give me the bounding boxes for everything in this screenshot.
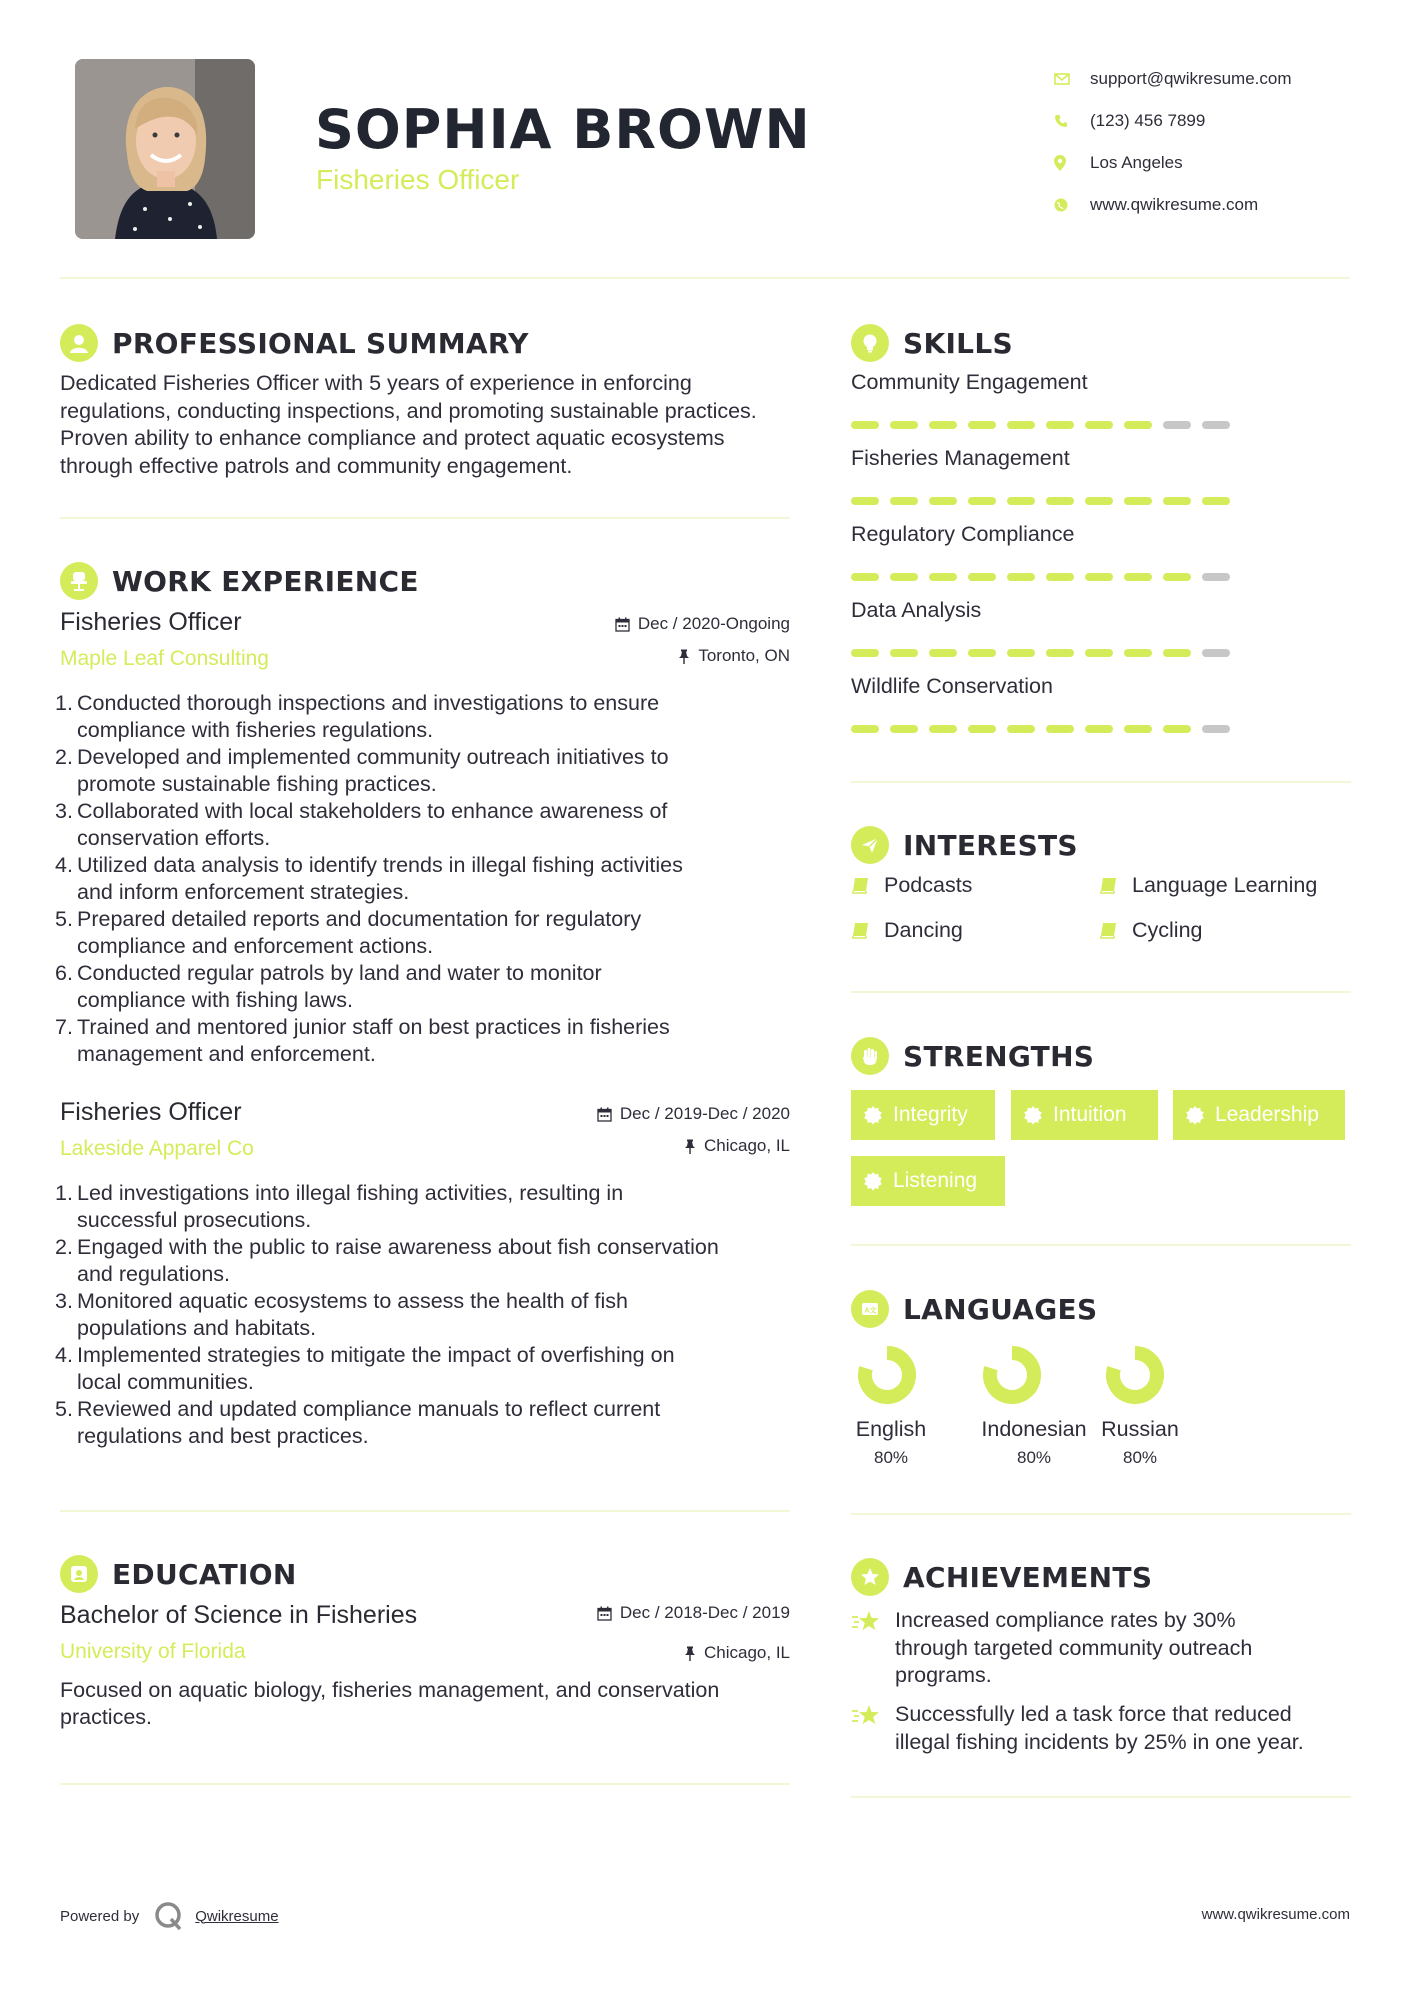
skill-dash-empty bbox=[1163, 421, 1191, 429]
interest-label: Cycling bbox=[1132, 918, 1203, 942]
badge-icon bbox=[863, 1171, 883, 1191]
skill-level-bar bbox=[851, 649, 1251, 657]
skill-name: Community Engagement bbox=[851, 370, 1088, 394]
skill-dash-filled bbox=[968, 573, 996, 581]
badge-icon bbox=[1185, 1105, 1205, 1125]
contact-website-text: www.qwikresume.com bbox=[1090, 195, 1259, 214]
skill-dash-filled bbox=[1124, 725, 1152, 733]
skill-dash-filled bbox=[929, 725, 957, 733]
graduate-icon bbox=[60, 1555, 98, 1593]
skill-dash-filled bbox=[1124, 421, 1152, 429]
skill-dash-filled bbox=[890, 649, 918, 657]
list-item: 4. Implemented strategies to mitigate the impact of overfishing on local communities. bbox=[55, 1343, 675, 1394]
skills-heading bbox=[851, 324, 1013, 362]
education-divider bbox=[60, 1783, 790, 1785]
phone-icon bbox=[1050, 114, 1090, 128]
contact-email-text: support@qwikresume.com bbox=[1090, 69, 1292, 88]
calendar-icon bbox=[597, 1107, 612, 1122]
list-item: 2. Engaged with the public to raise awareness about fish conservation and regulations. bbox=[55, 1235, 719, 1286]
skill-dash-filled bbox=[890, 421, 918, 429]
profile-photo bbox=[75, 59, 255, 239]
strength-label: Leadership bbox=[1215, 1103, 1319, 1126]
skill-item bbox=[851, 446, 1251, 505]
skill-item bbox=[851, 674, 1251, 733]
skill-dash-filled bbox=[890, 497, 918, 505]
interest-item bbox=[1099, 873, 1317, 898]
chair-icon bbox=[60, 562, 98, 600]
language-name: English bbox=[855, 1417, 927, 1441]
footer-powered-by bbox=[60, 1900, 279, 1932]
education-location-text: Chicago, IL bbox=[704, 1643, 790, 1662]
badge-icon bbox=[1023, 1105, 1043, 1125]
pushpin-icon bbox=[684, 1646, 696, 1661]
lightbulb-icon bbox=[851, 324, 889, 362]
job-company: Maple Leaf Consulting bbox=[60, 647, 269, 670]
achievements-heading bbox=[851, 1558, 1152, 1596]
job-date-text: Dec / 2020-Ongoing bbox=[637, 614, 790, 633]
star-badge-icon bbox=[851, 1558, 889, 1596]
language-percent: 80% bbox=[1016, 1448, 1052, 1467]
skill-dash-filled bbox=[1007, 421, 1035, 429]
education-heading-text: EDUCATION bbox=[112, 1557, 297, 1591]
skill-dash-filled bbox=[1163, 725, 1191, 733]
language-percent: 80% bbox=[873, 1448, 909, 1467]
globe-icon bbox=[1050, 198, 1090, 212]
skill-dash-filled bbox=[929, 649, 957, 657]
list-item: 3. Collaborated with local stakeholders to enhance awareness of conservation efforts. bbox=[55, 799, 668, 850]
skill-dash-filled bbox=[1046, 573, 1074, 581]
skill-dash-filled bbox=[1085, 649, 1113, 657]
list-item: 3. Monitored aquatic ecosystems to assess the health of fish populations and habitats. bbox=[55, 1289, 628, 1340]
pushpin-icon bbox=[678, 649, 690, 664]
job-date bbox=[597, 1104, 790, 1124]
achievements-heading-text: ACHIEVEMENTS bbox=[903, 1560, 1153, 1594]
strength-label: Integrity bbox=[893, 1103, 968, 1126]
language-progress-ring bbox=[982, 1345, 1042, 1405]
skill-level-bar bbox=[851, 497, 1251, 505]
job-1-bullets bbox=[55, 690, 795, 1068]
skill-name: Regulatory Compliance bbox=[851, 522, 1075, 546]
education-location bbox=[684, 1643, 790, 1663]
skills-heading-text: SKILLS bbox=[903, 326, 1013, 360]
skill-dash-filled bbox=[1046, 725, 1074, 733]
achievement-text: Increased compliance rates by 30% through targeted community outreach programs. bbox=[895, 1608, 1253, 1687]
skill-dash-filled bbox=[1085, 573, 1113, 581]
skill-dash-filled bbox=[1163, 649, 1191, 657]
language-percent: 80% bbox=[1122, 1448, 1158, 1467]
star-icon bbox=[851, 1703, 883, 1729]
qwikresume-logo-icon bbox=[153, 1900, 185, 1932]
skill-dash-empty bbox=[1202, 725, 1230, 733]
language-progress-arc bbox=[1113, 1353, 1157, 1397]
skill-item bbox=[851, 370, 1251, 429]
experience-divider bbox=[60, 1510, 790, 1512]
interest-item bbox=[1099, 918, 1203, 943]
skills-divider bbox=[851, 781, 1351, 783]
languages-heading-text: LANGUAGES bbox=[903, 1292, 1098, 1326]
candidate-title: Fisheries Officer bbox=[316, 164, 520, 195]
education-heading bbox=[60, 1555, 297, 1593]
skill-dash-filled bbox=[1124, 649, 1152, 657]
job-location-text: Toronto, ON bbox=[698, 646, 790, 665]
interest-item bbox=[851, 918, 963, 943]
skill-dash-filled bbox=[929, 573, 957, 581]
skill-dash-filled bbox=[1046, 421, 1074, 429]
skill-dash-filled bbox=[1007, 725, 1035, 733]
paper-plane-icon bbox=[851, 826, 889, 864]
strengths-heading-text: STRENGTHS bbox=[903, 1039, 1095, 1073]
skill-dash-filled bbox=[851, 421, 879, 429]
education-date bbox=[597, 1603, 790, 1623]
hand-icon bbox=[851, 1037, 889, 1075]
skill-dash-filled bbox=[1202, 497, 1230, 505]
skill-dash-empty bbox=[1202, 649, 1230, 657]
job-2-bullets bbox=[55, 1180, 795, 1450]
skill-dash-filled bbox=[1163, 573, 1191, 581]
book-icon bbox=[1099, 921, 1118, 940]
language-progress-ring bbox=[1105, 1345, 1165, 1405]
strength-badge bbox=[851, 1090, 995, 1140]
skill-name: Wildlife Conservation bbox=[851, 674, 1053, 698]
job-title: Fisheries Officer bbox=[60, 608, 242, 636]
achievements-divider bbox=[851, 1796, 1351, 1798]
contact-location bbox=[1050, 142, 1370, 184]
badge-icon bbox=[863, 1105, 883, 1125]
experience-heading-text: WORK EXPERIENCE bbox=[112, 564, 419, 598]
skill-dash-filled bbox=[851, 497, 879, 505]
summary-heading-text: PROFESSIONAL SUMMARY bbox=[112, 326, 529, 360]
language-item bbox=[851, 1345, 931, 1468]
list-item: 6. Conducted regular patrols by land and water to monitor compliance with fishing laws. bbox=[55, 961, 602, 1012]
achievement-text: Successfully led a task force that reduced illegal fishing incidents by 25% in one year. bbox=[895, 1702, 1304, 1754]
svg-text:A文: A文 bbox=[864, 1307, 877, 1315]
book-icon bbox=[1099, 876, 1118, 895]
achievement-item bbox=[851, 1701, 1351, 1756]
contact-location-text: Los Angeles bbox=[1090, 153, 1183, 172]
contact-website[interactable] bbox=[1050, 184, 1370, 226]
language-item bbox=[1099, 1345, 1181, 1468]
envelope-icon bbox=[1050, 73, 1090, 85]
achievement-item bbox=[851, 1607, 1351, 1690]
skill-dash-filled bbox=[1124, 497, 1152, 505]
calendar-icon bbox=[597, 1606, 612, 1621]
job-entry-1 bbox=[60, 608, 790, 671]
book-icon bbox=[851, 876, 870, 895]
interest-label: Language Learning bbox=[1132, 873, 1318, 897]
skill-level-bar bbox=[851, 573, 1251, 581]
skill-dash-filled bbox=[1163, 497, 1191, 505]
list-item: 1. Conducted thorough inspections and investigations to ensure compliance with fisheries regulations. bbox=[55, 691, 660, 742]
interests-divider bbox=[851, 991, 1351, 993]
header-divider bbox=[60, 277, 1350, 279]
interests-heading-text: INTERESTS bbox=[903, 828, 1078, 862]
skill-dash-filled bbox=[851, 649, 879, 657]
skill-dash-filled bbox=[929, 497, 957, 505]
summary-text: Dedicated Fisheries Officer with 5 years of experience in enforcing regulations, conducting inspections, and promoting sustainable practices. Proven ability to enhance compliance and protect aquatic ecosystems through effective patrols and community engagement. bbox=[60, 371, 757, 478]
skill-dash-filled bbox=[1046, 649, 1074, 657]
language-progress-arc bbox=[990, 1353, 1034, 1397]
interest-label: Podcasts bbox=[884, 873, 973, 897]
education-description: Focused on aquatic biology, fisheries management, and conservation practices. bbox=[60, 1678, 720, 1729]
school-name: University of Florida bbox=[60, 1640, 246, 1663]
strength-label: Intuition bbox=[1053, 1103, 1127, 1126]
contact-phone-text: (123) 456 7899 bbox=[1090, 111, 1206, 130]
skill-dash-filled bbox=[1085, 497, 1113, 505]
strength-badge bbox=[1173, 1090, 1345, 1140]
strength-badge bbox=[1011, 1090, 1158, 1140]
skill-dash-filled bbox=[890, 725, 918, 733]
language-name: Indonesian bbox=[981, 1417, 1087, 1441]
skill-dash-filled bbox=[1007, 649, 1035, 657]
job-location-text: Chicago, IL bbox=[704, 1136, 790, 1155]
interest-item bbox=[851, 873, 972, 898]
skill-dash-filled bbox=[890, 573, 918, 581]
contact-email[interactable] bbox=[1050, 58, 1370, 100]
skill-dash-filled bbox=[851, 725, 879, 733]
languages-heading bbox=[851, 1290, 1097, 1328]
powered-by-text: Powered by bbox=[60, 1907, 140, 1925]
candidate-name: SOPHIA BROWN bbox=[315, 98, 811, 161]
summary-heading bbox=[60, 324, 529, 362]
language-progress-arc bbox=[865, 1353, 909, 1397]
translate-icon bbox=[851, 1290, 889, 1328]
strength-badge bbox=[851, 1156, 1005, 1206]
strengths-heading bbox=[851, 1037, 1094, 1075]
skill-item bbox=[851, 522, 1251, 581]
languages-divider bbox=[851, 1513, 1351, 1515]
experience-heading bbox=[60, 562, 419, 600]
skill-name: Fisheries Management bbox=[851, 446, 1070, 470]
skill-dash-empty bbox=[1202, 421, 1230, 429]
language-name: Russian bbox=[1101, 1417, 1179, 1441]
education-date-text: Dec / 2018-Dec / 2019 bbox=[619, 1603, 790, 1622]
skill-dash-filled bbox=[968, 649, 996, 657]
degree-title: Bachelor of Science in Fisheries bbox=[60, 1601, 418, 1629]
skill-dash-filled bbox=[1085, 725, 1113, 733]
skill-level-bar bbox=[851, 725, 1251, 733]
job-location bbox=[684, 1136, 790, 1156]
footer-website[interactable]: www.qwikresume.com bbox=[1201, 1906, 1350, 1923]
summary-divider bbox=[60, 517, 790, 519]
list-item: 7. Trained and mentored junior staff on best practices in fisheries management and enforcement. bbox=[55, 1015, 670, 1066]
user-icon bbox=[60, 324, 98, 362]
language-progress-ring bbox=[857, 1345, 917, 1405]
skill-dash-filled bbox=[1124, 573, 1152, 581]
skill-level-bar bbox=[851, 421, 1251, 429]
list-item: 5. Prepared detailed reports and documentation for regulatory compliance and enforcement actions. bbox=[55, 907, 642, 958]
calendar-icon bbox=[615, 617, 630, 632]
education-entry bbox=[60, 1601, 790, 1664]
skill-dash-filled bbox=[968, 725, 996, 733]
skill-dash-filled bbox=[1046, 497, 1074, 505]
book-icon bbox=[851, 921, 870, 940]
interest-label: Dancing bbox=[884, 918, 963, 942]
job-location bbox=[678, 646, 790, 666]
job-title: Fisheries Officer bbox=[60, 1098, 242, 1126]
interests-heading bbox=[851, 826, 1078, 864]
language-item bbox=[975, 1345, 1093, 1468]
profile-photo-illustration bbox=[75, 59, 255, 239]
skill-dash-filled bbox=[1085, 421, 1113, 429]
job-entry-2 bbox=[60, 1098, 790, 1161]
contact-phone[interactable] bbox=[1050, 100, 1370, 142]
skill-item bbox=[851, 598, 1251, 657]
list-item: 4. Utilized data analysis to identify trends in illegal fishing activities and inform enforcement strategies. bbox=[55, 853, 683, 904]
job-date-text: Dec / 2019-Dec / 2020 bbox=[619, 1104, 790, 1123]
contact-list bbox=[1050, 58, 1370, 226]
list-item: 2. Developed and implemented community outreach initiatives to promote sustainable fishing practices. bbox=[55, 745, 669, 796]
skill-dash-filled bbox=[968, 421, 996, 429]
skill-dash-filled bbox=[968, 497, 996, 505]
pushpin-icon bbox=[684, 1139, 696, 1154]
job-company: Lakeside Apparel Co bbox=[60, 1137, 254, 1160]
skill-dash-filled bbox=[1007, 573, 1035, 581]
skill-name: Data Analysis bbox=[851, 598, 982, 622]
location-pin-icon bbox=[1050, 155, 1090, 171]
skill-dash-empty bbox=[1202, 573, 1230, 581]
skill-dash-filled bbox=[929, 421, 957, 429]
star-icon bbox=[851, 1609, 883, 1635]
strength-label: Listening bbox=[893, 1169, 978, 1192]
list-item: 1. Led investigations into illegal fishing activities, resulting in successful prosecutions. bbox=[55, 1181, 624, 1232]
list-item: 5. Reviewed and updated compliance manuals to reflect current regulations and best practices. bbox=[55, 1397, 661, 1448]
strengths-divider bbox=[851, 1244, 1351, 1246]
job-date bbox=[615, 614, 790, 634]
skill-dash-filled bbox=[1007, 497, 1035, 505]
skill-dash-filled bbox=[851, 573, 879, 581]
brand-link[interactable]: Qwikresume bbox=[195, 1907, 279, 1925]
